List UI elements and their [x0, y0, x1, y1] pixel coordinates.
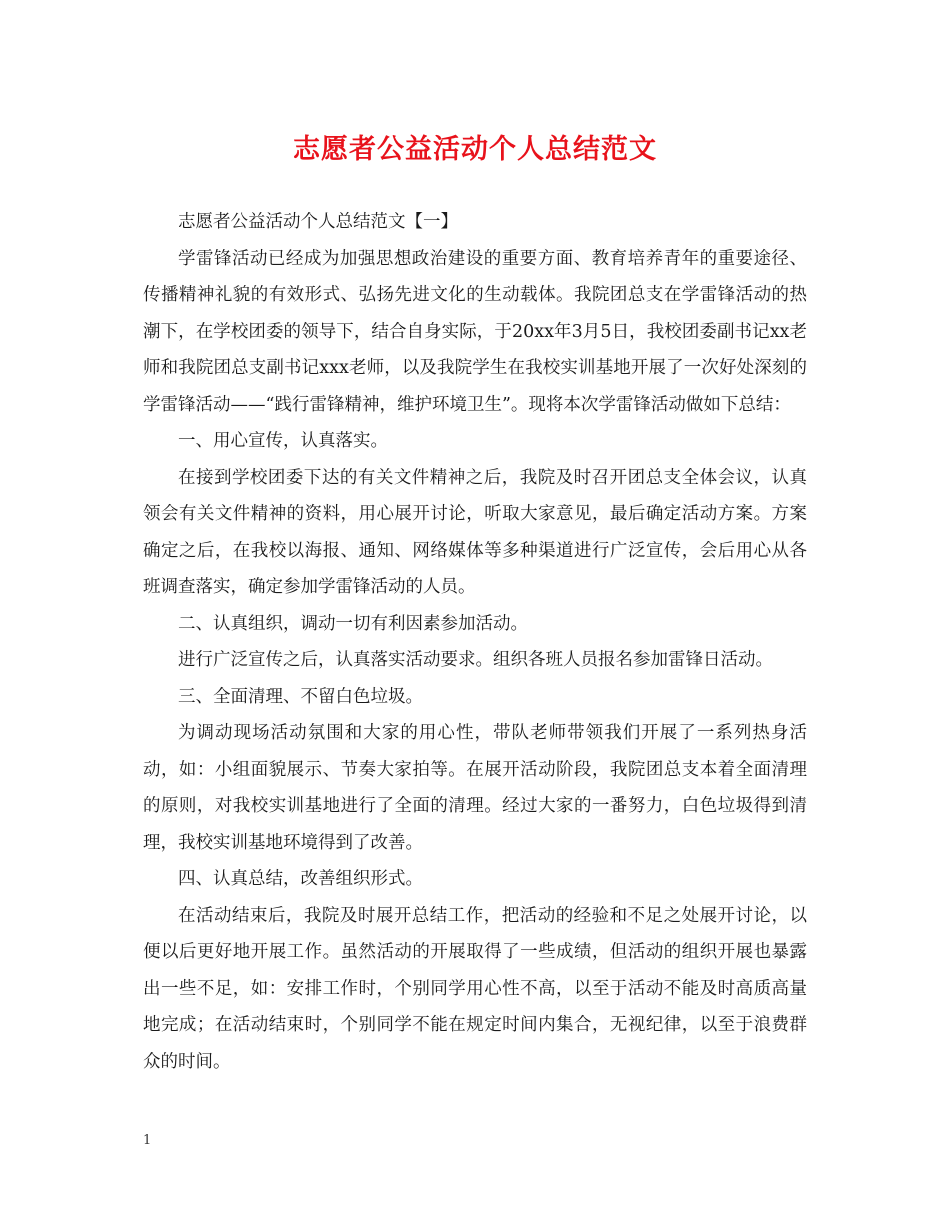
subheading-summary: 四、认真总结，改善组织形式。: [178, 869, 423, 889]
document-body: [143, 204, 807, 1080]
body-paragraph: 学雷锋活动已经成为加强思想政治建设的重要方面、教育培养青年的重要途径、传播精神礼貌的有效形式、弘扬先进文化的生动载体。我院团总支在学雷锋活动的热潮下，在学校团委的领导下，结合自身实际，于20xx年3月5日，我校团委副书记xx老师和我院团总支副书记xxx老师，以及我院学生在我校实训基地开展了一次好处深刻的学雷锋活动——“践行雷锋精神，维护环境卫生”。现将本次学雷锋活动做如下总结：: [143, 248, 807, 415]
body-paragraph: 在活动结束后，我院及时展开总结工作，把活动的经验和不足之处展开讨论，以便以后更好地开展工作。虽然活动的开展取得了一些成绩，但活动的组织开展也暴露出一些不足，如：安排工作时，个别同学用心性不高，以至于活动不能及时高质高量地完成；在活动结束时，个别同学不能在规定时间内集合，无视纪律，以至于浪费群众的时间。: [143, 905, 807, 1072]
section-heading-one: 志愿者公益活动个人总结范文【一】: [178, 212, 458, 232]
subheading-publicity: 一、用心宣传，认真落实。: [178, 431, 388, 451]
body-paragraph: 在接到学校团委下达的有关文件精神之后，我院及时召开团总支全体会议，认真领会有关文件精神的资料，用心展开讨论，听取大家意见，最后确定活动方案。方案确定之后，在我校以海报、通知、网络媒体等多种渠道进行广泛宣传，会后用心从各班调查落实，确定参加学雷锋活动的人员。: [143, 467, 807, 597]
subheading-cleanup: 三、全面清理、不留白色垃圾。: [178, 686, 423, 707]
page-number: 1: [143, 1133, 152, 1148]
subheading-organize: 二、认真组织，调动一切有利因素参加活动。: [178, 613, 528, 634]
document-title: 志愿者公益活动个人总结范文: [293, 134, 657, 165]
body-paragraph: 为调动现场活动氛围和大家的用心性，带队老师带领我们开展了一系列热身活动，如：小组面貌展示、节奏大家拍等。在展开活动阶段，我院团总支本着全面清理的原则，对我校实训基地进行了全面的清理。经过大家的一番努力，白色垃圾得到清理，我校实训基地环境得到了改善。: [143, 723, 807, 853]
body-paragraph: 进行广泛宣传之后，认真落实活动要求。组织各班人员报名参加雷锋日活动。: [178, 650, 773, 670]
